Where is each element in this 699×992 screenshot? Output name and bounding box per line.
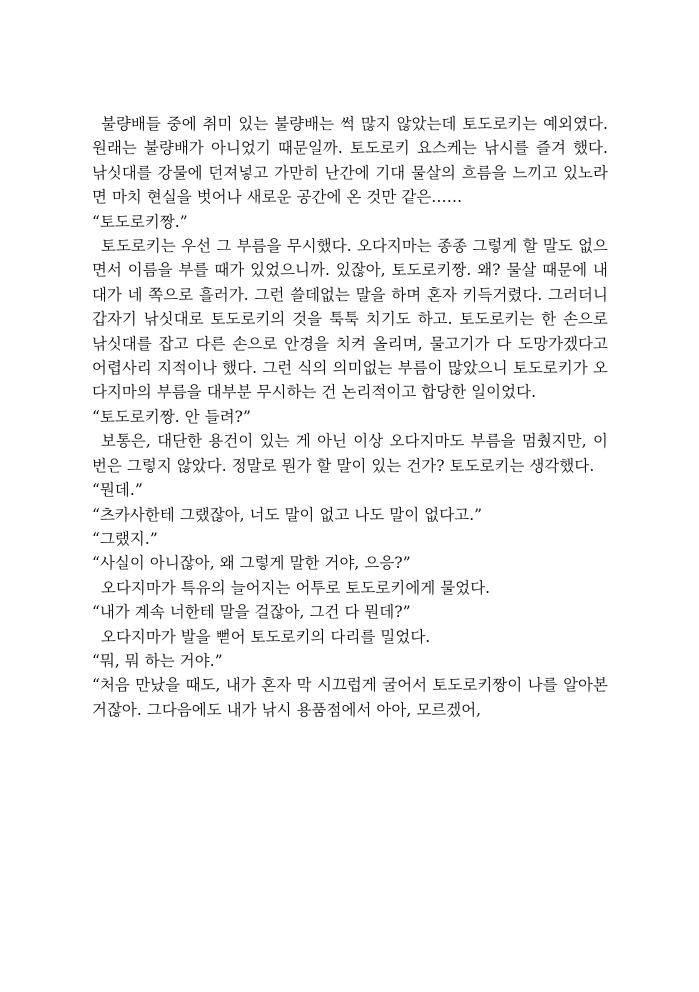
document-body [92, 112, 608, 722]
paragraph-9: “사실이 아니잖아, 왜 그렇게 말한 거야, 으응?” [92, 554, 411, 573]
paragraph-12: 오다지마가 발을 뻗어 토도로키의 다리를 밀었다. [101, 627, 431, 646]
paragraph-14: “처음 만났을 때도, 내가 혼자 막 시끄럽게 굴어서 토도로키짱이 나를 알아본 거잖아. 그다음에도 내가 낚시 용품점에서 아아, 모르겠어, [92, 676, 608, 719]
paragraph-3: 토도로키는 우선 그 부름을 무시했다. 오다지마는 종종 그렇게 할 말도 없으면서 이름을 부를 때가 있었으니까. 있잖아, 토도로키짱. 왜? 물살 때문에 내 대가 네 쪽으로 흘러가. 그런 쓸데없는 말을 하며 혼자 키득거렸다. 그러더니 갑자기 낚싯대로 토도로키의 것을 툭툭 치기도 하고. 토도로키는 한 손으로 낚싯대를 잡고 다른 손으로 안경을 치켜 올리며, 물고기가 다 도망가겠다고 어렵사리 지적이나 했다. 그런 식의 의미없는 부름이 많았으니 토도로키가 오다지마의 부름을 대부분 무시하는 건 논리적이고 합당한 일이었다. [92, 237, 608, 402]
paragraph-8: “그랬지.” [92, 529, 158, 548]
paragraph-1: 불량배들 중에 취미 있는 불량배는 썩 많지 않았는데 토도로키는 예외였다. 원래는 불량배가 아니었기 때문일까. 토도로키 요스케는 낚시를 즐겨 했다. 낚싯대를 강물에 던져넣고 가만히 난간에 기대 물살의 흐름을 느끼고 있노라면 마치 현실을 벗어나 새로운 공간에 온 것만 같은…… [92, 115, 608, 207]
paragraph-7: “츠카사한테 그랬잖아, 너도 말이 없고 나도 말이 없다고.” [92, 505, 483, 524]
paragraph-4: “토도로키짱. 안 들려?” [92, 407, 252, 426]
paragraph-10: 오다지마가 특유의 늘어지는 어투로 토도로키에게 물었다. [101, 578, 491, 597]
paragraph-13: “뭐, 뭐 하는 거야.” [92, 651, 223, 670]
paragraph-5: 보통은, 대단한 용건이 있는 게 아닌 이상 오다지마도 부름을 멈췄지만, 이번은 그렇지 않았다. 정말로 뭔가 할 말이 있는 건가? 토도로키는 생각했다. [92, 432, 608, 475]
paragraph-11: “내가 계속 너한테 말을 걸잖아, 그건 다 뭔데?” [92, 603, 411, 622]
paragraph-2: “토도로키짱.” [92, 212, 188, 231]
paragraph-6: “뭔데.” [92, 481, 143, 500]
